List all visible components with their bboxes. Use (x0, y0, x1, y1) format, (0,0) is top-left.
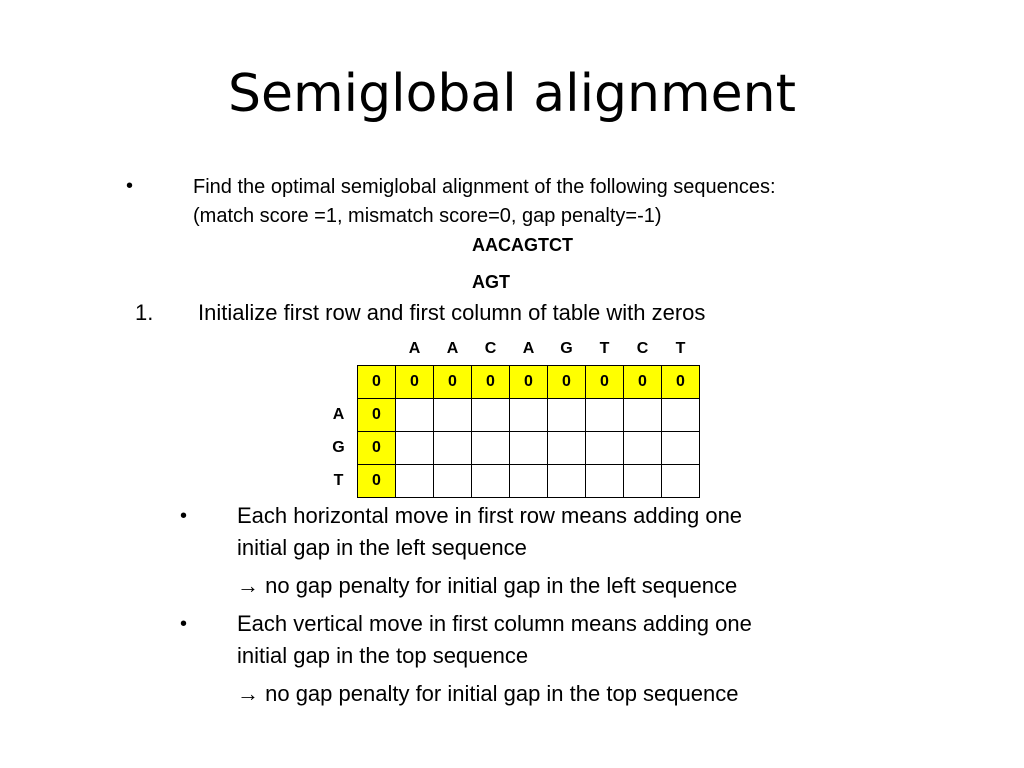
empty-cell (624, 399, 662, 432)
row-header: G (332, 439, 345, 456)
corner-cell (358, 333, 396, 366)
empty-cell (586, 399, 624, 432)
col-header: C (636, 340, 649, 357)
sequence-top: AACAGTCT (472, 235, 573, 255)
note-line-1: Each horizontal move in first row means adding one (237, 503, 743, 528)
intro-line-1: Find the optimal semiglobal alignment of the following sequences: (193, 176, 776, 198)
step-text: Initialize first row and first column of table with zeros (198, 300, 706, 325)
empty-cell (396, 399, 434, 432)
empty-cell (472, 399, 510, 432)
note-bullet: • (180, 613, 188, 635)
table-row (320, 399, 700, 432)
empty-cell (548, 432, 586, 465)
init-cell: 0 (396, 366, 434, 399)
empty-cell (396, 432, 434, 465)
init-cell: 0 (358, 366, 396, 399)
empty-cell (434, 432, 472, 465)
alignment-table (320, 333, 700, 498)
empty-cell (586, 432, 624, 465)
note-arrow-text: → no gap penalty for initial gap in the left sequence (237, 573, 738, 598)
col-header: T (675, 340, 686, 357)
step-number: 1. (135, 300, 154, 325)
intro-line-2: (match score =1, mismatch score=0, gap penalty=-1) (193, 205, 662, 227)
intro-text (193, 173, 776, 231)
empty-cell (624, 465, 662, 498)
note-line-2: initial gap in the left sequence (237, 535, 527, 560)
empty-cell (510, 432, 548, 465)
note-bullet: • (180, 505, 188, 527)
sequence-left: AGT (472, 272, 510, 292)
empty-cell (434, 399, 472, 432)
col-header: A (446, 340, 459, 357)
empty-cell (396, 465, 434, 498)
row-header: T (333, 472, 344, 489)
init-cell: 0 (510, 366, 548, 399)
corner-cell (320, 333, 358, 366)
init-cell: 0 (548, 366, 586, 399)
empty-cell (510, 399, 548, 432)
init-cell: 0 (662, 366, 700, 399)
row-header: A (332, 406, 345, 423)
col-header: A (522, 340, 535, 357)
init-cell: 0 (472, 366, 510, 399)
init-cell: 0 (586, 366, 624, 399)
col-header: A (408, 340, 421, 357)
col-header: C (484, 340, 497, 357)
init-cell: 0 (434, 366, 472, 399)
table-row (320, 366, 700, 399)
table-row (320, 465, 700, 498)
table-header-row (320, 333, 700, 366)
table-row (320, 432, 700, 465)
col-header: T (599, 340, 610, 357)
empty-cell (662, 465, 700, 498)
note-line-1: Each vertical move in first column means adding one (237, 611, 752, 636)
empty-cell (434, 465, 472, 498)
empty-cell (624, 432, 662, 465)
empty-cell (662, 432, 700, 465)
col-header: G (560, 340, 573, 357)
row-header (320, 366, 358, 399)
init-cell: 0 (358, 432, 396, 465)
note-vertical (237, 608, 752, 710)
slide-title: Semiglobal alignment (228, 64, 796, 124)
init-cell: 0 (624, 366, 662, 399)
note-horizontal (237, 500, 742, 602)
note-line-2: initial gap in the top sequence (237, 643, 529, 668)
empty-cell (510, 465, 548, 498)
empty-cell (662, 399, 700, 432)
init-cell: 0 (358, 399, 396, 432)
empty-cell (472, 465, 510, 498)
empty-cell (586, 465, 624, 498)
intro-bullet: • (126, 175, 134, 197)
note-arrow-text: → no gap penalty for initial gap in the top sequence (237, 681, 739, 706)
empty-cell (472, 432, 510, 465)
empty-cell (548, 399, 586, 432)
init-cell: 0 (358, 465, 396, 498)
empty-cell (548, 465, 586, 498)
